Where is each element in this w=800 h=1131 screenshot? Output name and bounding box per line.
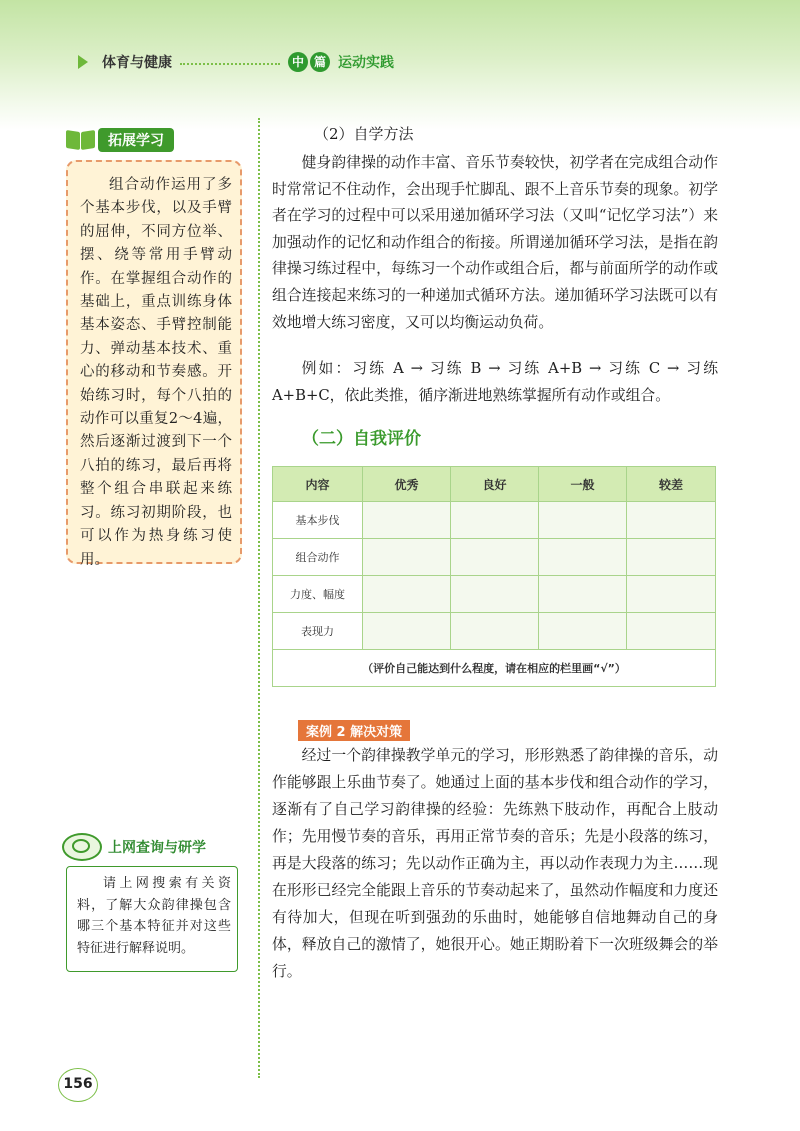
self-evaluation-table xyxy=(272,466,716,687)
column-header: 一般 xyxy=(539,467,627,502)
section-chip: 中 xyxy=(288,52,308,72)
case-paragraph: 经过一个韵律操教学单元的学习，形形熟悉了韵律操的音乐，动作能够跟上乐曲节奏了。她通过上面的基本步伐和组合动作的学习，逐渐有了自己学习韵律操的经验：先练熟下肢动作，再配合上肢动作；先用慢节奏的音乐，再用正常节奏的音乐；先是小段落的练习，再是大段落的练习；先以动作正确为主，再以动作表现力为主……现在形形已经完全能跟上音乐的节奏动起来了，虽然动作幅度和力度还有待加大，但现在听到强劲的乐曲时，她能够自信地舞动自己的身体，释放自己的激情了，她很开心。她正期盼着下一次班级舞会的举行。 xyxy=(272,747,718,980)
rating-cell xyxy=(363,539,451,576)
row-label: 力度、幅度 xyxy=(273,576,363,613)
column-header: 内容 xyxy=(273,467,363,502)
rating-cell xyxy=(539,613,627,650)
rating-cell xyxy=(539,576,627,613)
column-header: 优秀 xyxy=(363,467,451,502)
rating-cell xyxy=(363,613,451,650)
extended-learning-box: 组合动作运用了多个基本步伐，以及手臂的屈伸，不同方位举、摆、绕等常用手臂动作。在掌握组合动作的基础上，重点训练身体基本姿态、手臂控制能力、弹动基本技术、重心的移动和节奏感。开始练习时，每个八拍的动作可以重复2～4遍，然后逐渐过渡到下一个八拍的练习，最后再将整个组合串联起来练习。练习初期阶段，也可以作为热身练习使用。 xyxy=(66,160,242,564)
rating-cell xyxy=(363,576,451,613)
table-row xyxy=(273,576,716,613)
table-header-row xyxy=(273,467,716,502)
paragraph-method: 健身韵律操的动作丰富、音乐节奏较快，初学者在完成组合动作时常常记不住动作，会出现手忙脚乱、跟不上音乐节奏的现象。初学者在学习的过程中可以采用递加循环学习法（又叫“记忆学习法”）来加强动作的记忆和动作组合的衔接。所谓递加循环学习法，是指在韵律操习练过程中，每练习一个动作或组合后，都与前面所学的动作或组合连接起来练习的一种递加式循环方法。递加循环学习法既可以有效地增大练习密度，又可以均衡运动负荷。 xyxy=(272,154,718,331)
extended-learning-header xyxy=(66,128,174,152)
triangle-marker-icon xyxy=(78,55,88,69)
rating-cell xyxy=(451,539,539,576)
column-divider xyxy=(258,118,260,1078)
table-row xyxy=(273,613,716,650)
online-research-label: 上网查询与研学 xyxy=(108,840,206,856)
rating-cell xyxy=(451,613,539,650)
table-row xyxy=(273,539,716,576)
open-book-icon xyxy=(66,129,96,151)
rating-cell xyxy=(451,576,539,613)
extended-learning-label: 拓展学习 xyxy=(98,128,174,152)
globe-icon xyxy=(62,833,102,861)
column-header: 良好 xyxy=(451,467,539,502)
case-heading: 案例 2 解决对策 xyxy=(298,720,410,741)
row-label: 基本步伐 xyxy=(273,502,363,539)
section-heading-self-evaluation: （二）自我评价 xyxy=(302,429,421,449)
rating-cell xyxy=(451,502,539,539)
rating-cell xyxy=(363,502,451,539)
page-number: 156 xyxy=(58,1068,98,1102)
paragraph-example: 例如：习练 A → 习练 B → 习练 A+B → 习练 C → 习练 A+B+C，依此类推，循序渐进地熟练掌握所有动作或组合。 xyxy=(272,360,718,404)
table-note-row xyxy=(273,650,716,687)
table-note: （评价自己能达到什么程度，请在相应的栏里画“√”） xyxy=(273,650,716,687)
sub-heading: （2）自学方法 xyxy=(314,125,414,143)
section-chip-2: 篇 xyxy=(310,52,330,72)
row-label: 组合动作 xyxy=(273,539,363,576)
book-title: 体育与健康 xyxy=(102,55,172,71)
table-row xyxy=(273,502,716,539)
rating-cell xyxy=(539,502,627,539)
online-research-header xyxy=(62,832,242,862)
running-header xyxy=(78,50,394,74)
dotted-divider xyxy=(180,63,280,65)
column-header: 较差 xyxy=(627,467,716,502)
rating-cell xyxy=(627,539,716,576)
rating-cell xyxy=(627,502,716,539)
section-name: 运动实践 xyxy=(338,55,394,71)
rating-cell xyxy=(539,539,627,576)
rating-cell xyxy=(627,613,716,650)
online-research-box: 请上网搜索有关资料，了解大众韵律操包含哪三个基本特征并对这些特征进行解释说明。 xyxy=(66,866,238,972)
rating-cell xyxy=(627,576,716,613)
row-label: 表现力 xyxy=(273,613,363,650)
